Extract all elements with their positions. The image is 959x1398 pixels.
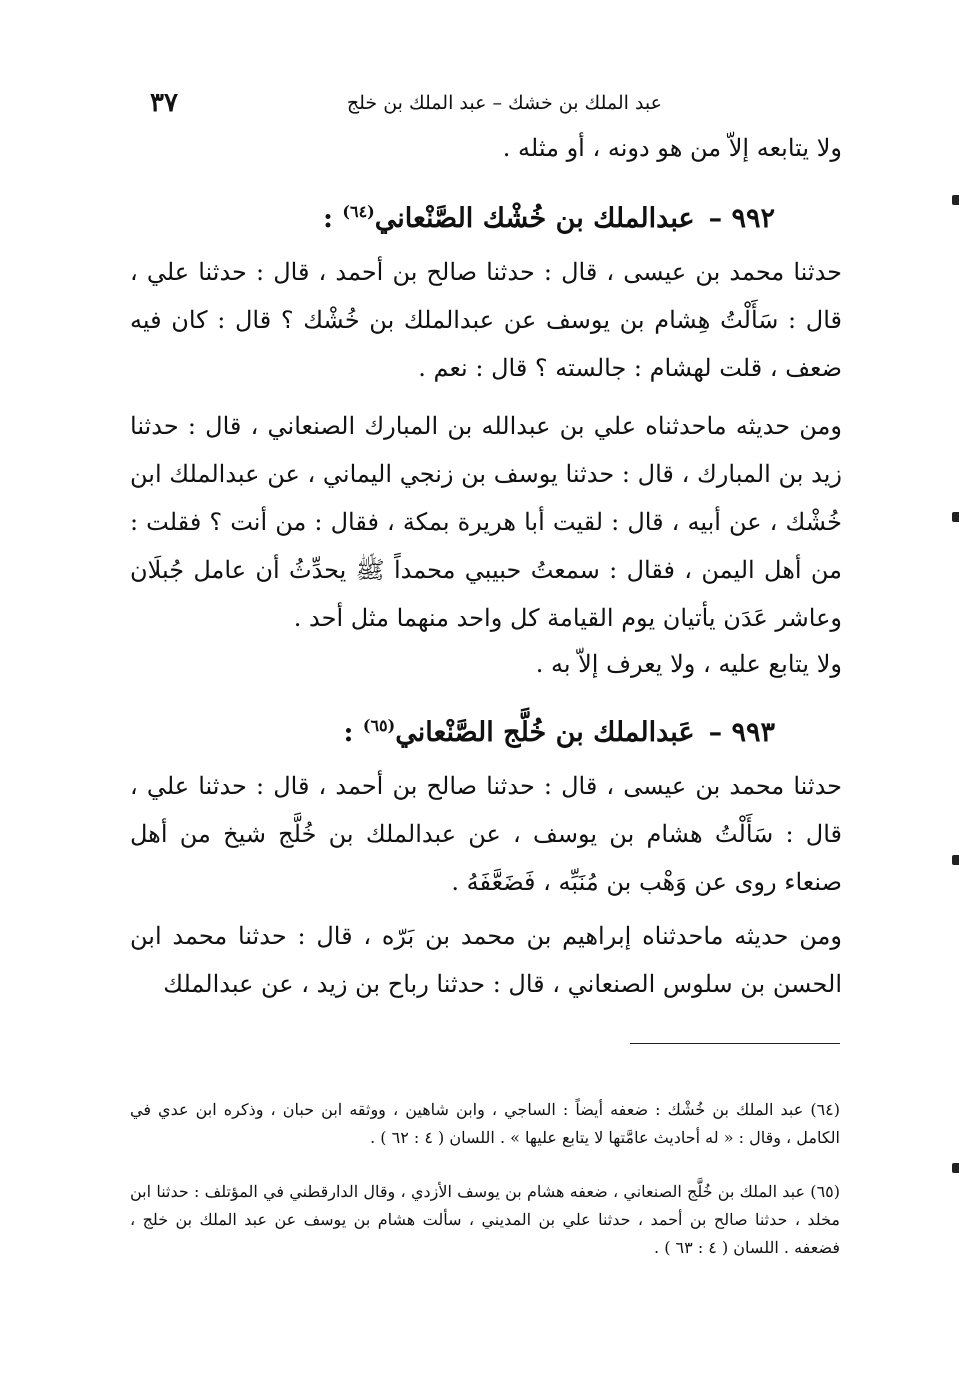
entry-993-paragraph-2: ومن حديثه ماحدثناه إبراهيم بن محمد بن بَرّه ، قال : حدثنا محمد ابن الحسن بن سلوس الصنعاني ، قال : حدثنا رباح بن زيد ، عن عبدالملك bbox=[130, 922, 842, 998]
entry-heading-993 bbox=[130, 706, 775, 753]
opening-line: ولا يتابعه إلاّ من هو دونه ، أو مثله . bbox=[502, 134, 842, 162]
footnote-65: (٦٥) عبد الملك بن خُلَّج الصنعاني ، ضعفه هشام بن يوسف الأزدي ، وقال الدارقطني في المؤتلف : حدثنا ابن مخلد ، حدثنا صالح بن أحمد ، حدثنا علي بن المديني ، سألت هشام بن يوسف عن عبد الملك بن خلج ، فضعفه . اللسان ( ٤ : ٦٣ ) . bbox=[130, 1182, 840, 1257]
entry-992-paragraph-2: ومن حديثه ماحدثناه علي بن عبدالله بن المبارك الصنعاني ، قال : حدثنا زيد بن المبارك ، قال : حدثنا يوسف بن زنجي اليماني ، عن عبدالملك ابن خُشْك ، عن أبيه ، قال : لقيت أبا هريرة بمكة ، فقال : من أنت ؟ فقلت : من أهل اليمن ، فقال : سمعتُ حبيبي محمداً ﷺ يحدِّثُ أن عامل جُبلَان وعاشر عَدَن يأتيان يوم القيامة كل واحد منهما مثل أحد . bbox=[130, 412, 842, 632]
running-header bbox=[150, 88, 840, 122]
footnote-separator bbox=[630, 1043, 840, 1044]
entry-colon-993: : bbox=[343, 717, 363, 748]
entry-992-paragraph-1: حدثنا محمد بن عيسى ، قال : حدثنا صالح بن أحمد ، قال : حدثنا علي ، قال : سَأَلْتُ هِشام بن يوسف عن عبدالملك بن خُشْك ؟ قال : كان فيه ضعف ، قلت لهشام : جالسته ؟ قال : نعم . bbox=[130, 258, 842, 382]
entry-title-992: عبدالملك بن خُشْك الصَّنْعاني bbox=[374, 203, 695, 234]
running-title: عبد الملك بن خشك – عبد الملك بن خلج bbox=[346, 92, 662, 114]
entry-heading-992 bbox=[130, 192, 775, 239]
footnote-64: (٦٤) عبد الملك بن خُشْك : ضعفه أيضاً : الساجي ، وابن شاهين ، ووثقه ابن حبان ، وذكره ابن عدي في الكامل ، وقال : « له أحاديث عامَّتها لا يتابع عليها » . اللسان ( ٤ : ٦٢ ) . bbox=[130, 1100, 840, 1147]
entry-992-paragraph-3: ولا يتابع عليه ، ولا يعرف إلاّ به . bbox=[535, 650, 842, 678]
entry-number-992: ٩٩٢ – bbox=[708, 203, 775, 234]
footnote-ref-65: (٦٥) bbox=[362, 716, 396, 735]
entry-number-993: ٩٩٣ – bbox=[708, 717, 775, 748]
scan-edge-mark bbox=[952, 195, 959, 205]
scan-edge-mark bbox=[952, 512, 959, 522]
entry-993-paragraph-1: حدثنا محمد بن عيسى ، قال : حدثنا صالح بن أحمد ، قال : حدثنا علي ، قال : سَأَلْتُ هشام بن يوسف ، عن عبدالملك بن خُلَّج شيخ من أهل صنعاء روى عن وَهْب بن مُنَبِّه ، فَضَعَّفَهُ . bbox=[130, 772, 843, 896]
footnote-ref-64: (٦٤) bbox=[342, 202, 375, 221]
entry-title-993: عَبدالملك بن خُلَّج الصَّنْعاني bbox=[395, 717, 695, 748]
scan-edge-mark bbox=[952, 1163, 959, 1173]
page-number: ٣٧ bbox=[150, 88, 178, 118]
entry-colon-992: : bbox=[323, 203, 343, 234]
scan-edge-mark bbox=[952, 855, 959, 865]
